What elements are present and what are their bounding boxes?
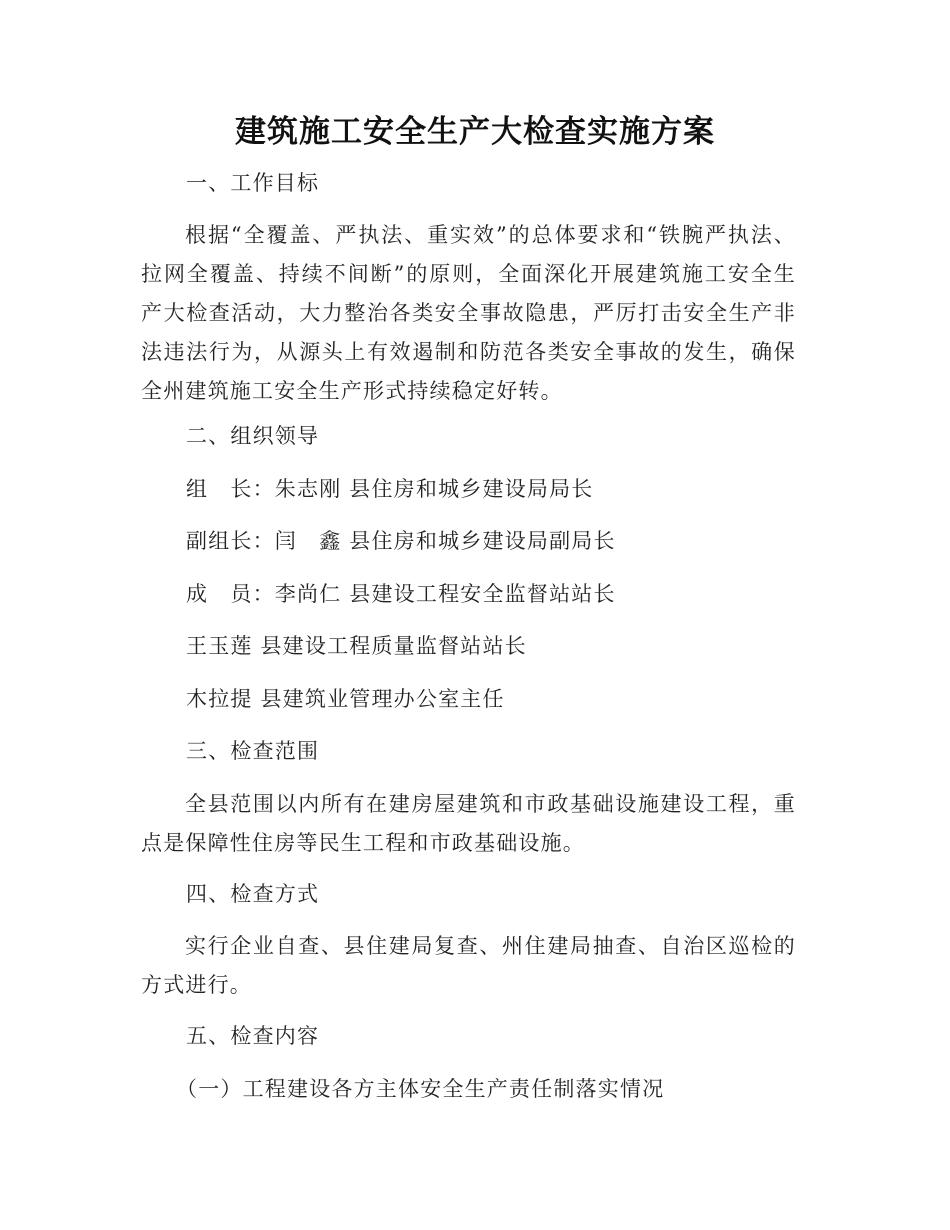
document-title: 建筑施工安全生产大检查实施方案 (235, 114, 715, 150)
section-body-goals: 根据“全覆盖、严执法、重实效”的总体要求和“铁腕严执法、拉网全覆盖、持续不间断”的原则，全面深化开展建筑施工安全生产大检查活动，大力整治各类安全事故隐患，严厉打击安全生产非法违法行为，从源头上有效遏制和防范各类安全事故的发生，确保全州建筑施工安全生产形式持续稳定好转。 (141, 223, 796, 403)
content-item-1: （一）工程建设各方主体安全生产责任制落实情况 (176, 1077, 665, 1101)
org-member-2: 王玉莲 县建设工程质量监督站站长 (186, 634, 527, 658)
section-body-method: 实行企业自查、县住建局复查、州住建局抽查、自治区巡检的方式进行。 (141, 934, 796, 997)
section-body-scope: 全县范围以内所有在建房屋建筑和市政基础设施建设工程，重点是保障性住房等民生工程和市政基础设施。 (141, 792, 796, 855)
org-deputy-leader: 副组长：闫 鑫 县住房和城乡建设局副局长 (186, 529, 616, 553)
org-member-1: 成 员：李尚仁 县建设工程安全监督站站长 (186, 582, 616, 606)
section-heading-method: 四、检查方式 (186, 882, 320, 906)
section-heading-content: 五、检查内容 (186, 1024, 320, 1048)
section-heading-scope: 三、检查范围 (186, 739, 320, 763)
org-leader: 组 长：朱志刚 县住房和城乡建设局局长 (186, 477, 594, 501)
section-heading-organization: 二、组织领导 (186, 424, 320, 448)
org-member-3: 木拉提 县建筑业管理办公室主任 (186, 687, 505, 711)
section-heading-goals: 一、工作目标 (186, 171, 320, 195)
